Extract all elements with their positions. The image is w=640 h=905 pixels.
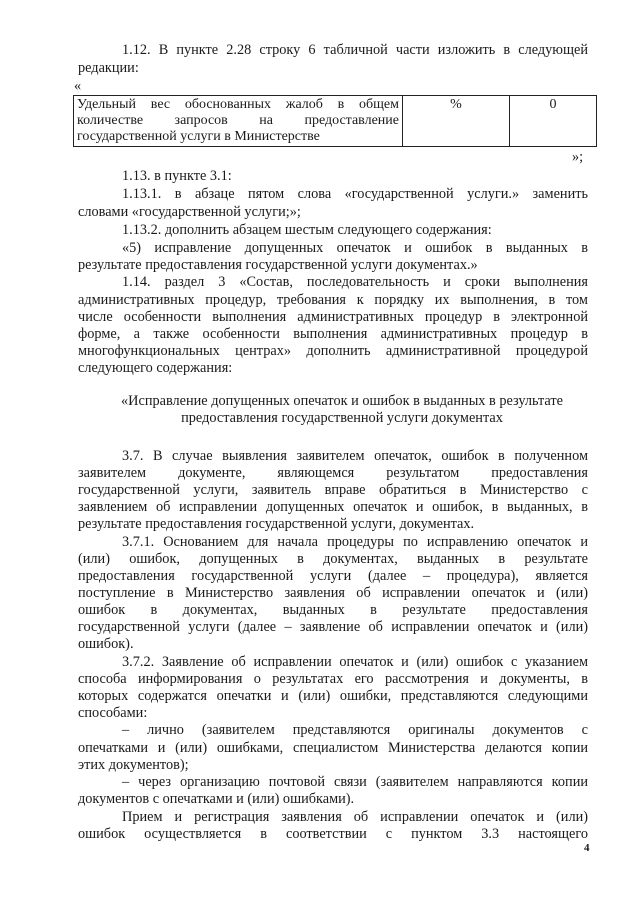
section-heading: «Исправление допущенных опечаток и ошибок в выданных в результате <box>121 393 563 409</box>
paragraph-line: редакции: <box>78 60 139 76</box>
paragraph-line: предоставления государственной услуги (далее – процедура), является <box>78 568 588 584</box>
paragraph-line: 3.7.2. Заявление об исправлении опечаток и (или) ошибок с указанием <box>122 654 588 670</box>
paragraph-line: заявлением об исправлении допущенных опечаток и ошибок, в выданных, в <box>78 499 588 515</box>
page-number: 4 <box>584 842 590 854</box>
paragraph-line: поступление в Министерство заявления об исправлении опечаток и (или) <box>78 585 588 601</box>
table-cell-indicator <box>74 96 403 147</box>
paragraph-line: «5) исправление допущенных опечаток и ошибок в выданных в <box>122 240 588 256</box>
table-cell-line: количестве запросов на предоставление <box>77 113 399 128</box>
paragraph-line: результате предоставления государственной услуги, документах. <box>78 516 475 532</box>
table-cell-value: 0 <box>510 96 597 147</box>
table-row <box>74 96 597 147</box>
paragraph-line: заявителем документе, являющемся результатом предоставления <box>78 465 588 481</box>
paragraph-line: – через организацию почтовой связи (заявителем направляются копии <box>122 774 588 790</box>
paragraph-line: 1.13.2. дополнить абзацем шестым следующего содержания: <box>122 222 492 238</box>
paragraph-line: результате предоставления государственной услуги документах.» <box>78 257 478 273</box>
paragraph-line: этих документов); <box>78 757 189 773</box>
paragraph-line: государственной услуги (далее – заявление об исправлении опечаток и (или) <box>78 619 588 635</box>
quote-mark: « <box>74 78 82 94</box>
paragraph-line: следующего содержания: <box>78 360 233 376</box>
paragraph-line: опечатками и (или) ошибками, специалистом Министерства делаются копии <box>78 740 588 756</box>
paragraph-line: числе особенности выполнения административных процедур в электронной <box>78 309 588 325</box>
paragraph-line: многофункциональных центрах» дополнить административной процедурой <box>78 343 588 359</box>
table-cell-line: Удельный вес обоснованных жалоб в общем <box>77 97 399 112</box>
paragraph-line: (или) ошибок, допущенных в документах, выданных в результате <box>78 551 588 567</box>
paragraph-line: ошибок в документах, выданных в результате предоставления <box>78 602 588 618</box>
paragraph-line: способами: <box>78 705 148 721</box>
paragraph-line: которых содержатся опечатки и (или) ошибки, представляются следующими <box>78 688 588 704</box>
paragraph-line: 1.13. в пункте 3.1: <box>122 168 232 184</box>
paragraph-line: 1.14. раздел 3 «Состав, последовательность и сроки выполнения <box>122 274 588 290</box>
section-heading: предоставления государственной услуги документах <box>181 410 503 426</box>
paragraph-line: ошибок осуществляется в соответствии с пунктом 3.3 настоящего <box>78 826 588 842</box>
paragraph-line: документов с опечатками и (или) ошибками). <box>78 791 355 807</box>
paragraph-line: 3.7.1. Основанием для начала процедуры по исправлению опечаток и <box>122 534 588 550</box>
quote-close: »; <box>572 149 584 165</box>
table-cell-line: государственной услуги в Министерстве <box>77 129 320 144</box>
paragraph-line: – лично (заявителем представляются оригиналы документов с <box>122 722 588 738</box>
paragraph-line: 1.13.1. в абзаце пятом слова «государственной услуги.» заменить <box>122 186 588 202</box>
paragraph-line: способа информирования о результатах его рассмотрения и документы, в <box>78 671 588 687</box>
paragraph-line: словами «государственной услуги;»; <box>78 204 301 220</box>
paragraph-line: ошибок). <box>78 636 134 652</box>
paragraph-line: государственной услуги, заявитель вправе обратиться в Министерство с <box>78 482 588 498</box>
paragraph-line: 3.7. В случае выявления заявителем опечаток, ошибок в полученном <box>122 448 588 464</box>
paragraph-line: 1.12. В пункте 2.28 строку 6 табличной части изложить в следующей <box>122 42 588 58</box>
table-cell-unit: % <box>403 96 510 147</box>
paragraph-line: Прием и регистрация заявления об исправлении опечаток и (или) <box>122 809 588 825</box>
paragraph-line: форме, а также особенности выполнения административных процедур в <box>78 326 588 342</box>
paragraph-line: административных процедур, требования к порядку их выполнения, в том <box>78 292 588 308</box>
amendment-table <box>73 95 597 147</box>
